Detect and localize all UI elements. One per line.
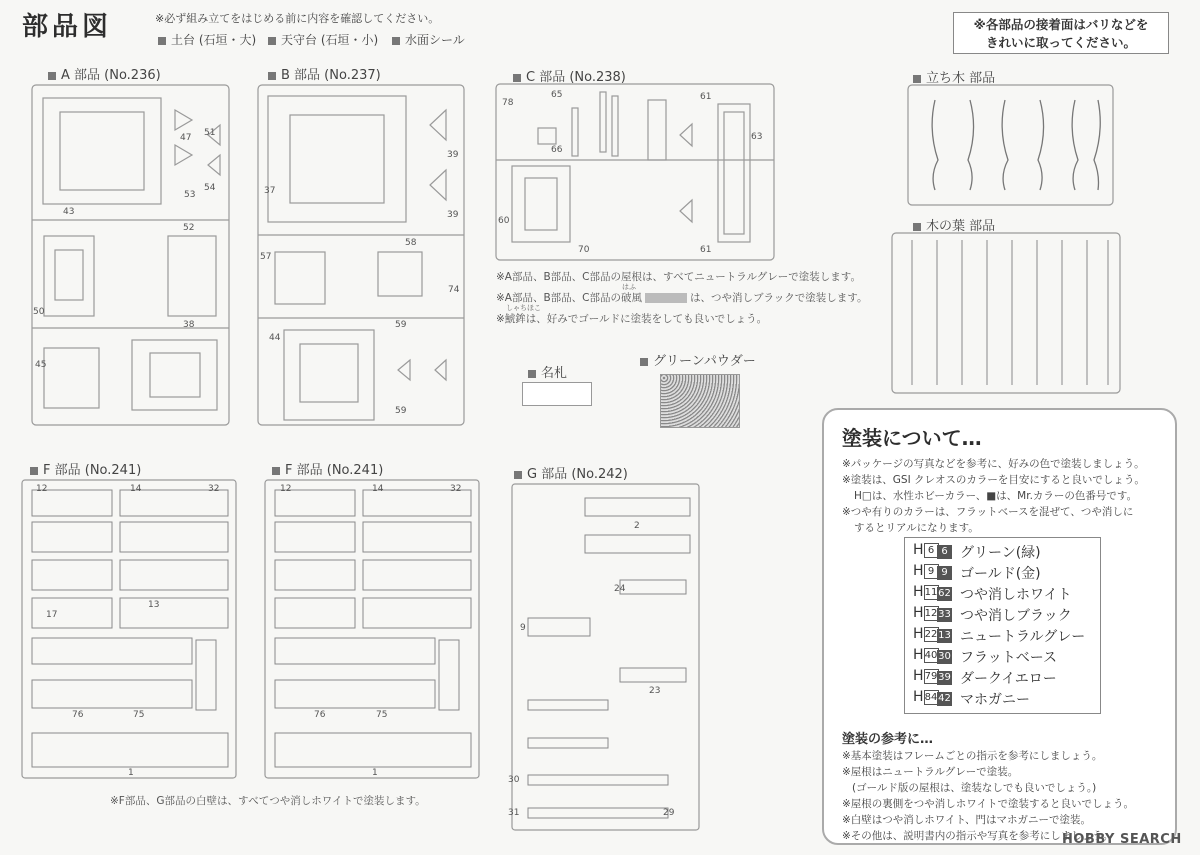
sprue-frame-g [512, 484, 699, 830]
paint-line-4: ※つや有りのカラーは、フラットベースを混ぜて、つや消しに [842, 506, 1134, 518]
part-a-45 [44, 348, 99, 408]
part-b-57 [275, 252, 325, 304]
part-a-52 [168, 236, 216, 316]
paint-ref-line-3: (ゴールド版の屋根は、塗装なしでも良いでしょう。) [852, 782, 1097, 794]
nameplate-part [522, 382, 592, 406]
cleanup-note-line1: ※各部品の接着面はバリなどを [973, 17, 1149, 32]
note-gable: ※A部品、B部品、C部品の破風 は、つや消しブラックで塗装します。 [496, 292, 868, 304]
legend-item-water-seal: 水面シール [392, 31, 465, 48]
paint-ref-line-1: ※基本塗装はフレームごとの指示を参考にしましょう。 [842, 750, 1103, 762]
part-b-58 [378, 252, 422, 296]
gable-color-swatch [645, 293, 687, 303]
paint-ref-line-6: ※その他は、説明書内の指示や写真を参考にしましょう。 [842, 830, 1114, 842]
paint-ref-line-5: ※白壁はつや消しホワイト、門はマホガニーで塗装。 [842, 814, 1092, 826]
paint-guide-panel [822, 408, 1177, 845]
powder-label: グリーンパウダー [640, 350, 756, 369]
paint-guide-title: 塗装について… [842, 426, 982, 450]
part-c-63 [718, 104, 750, 242]
paint-ref-title: 塗装の参考に… [842, 732, 934, 747]
part-a-38 [132, 340, 217, 410]
note-white-wall: ※F部品、G部品の白壁は、すべてつや消しホワイトで塗装します。 [110, 795, 426, 807]
color-table: H 6 6 グリーン(緑) H 9 9 ゴールド(金) H11 62 つや消しホワイト H12 33 つや消しブラック H22 13 ニュートラルグレー H40 30 フラットベース H79 39 ダークイエロー H84 42 マホガニー [904, 537, 1101, 714]
note-roof: ※A部品、B部品、C部品の屋根は、すべてニュートラルグレーで塗装します。 [496, 271, 861, 283]
note-gable-ruby: はふ [622, 283, 636, 291]
page-title: 部品図 [22, 12, 113, 42]
watermark-logo: HOBBY SEARCH [1062, 832, 1182, 847]
part-c-60 [512, 166, 570, 242]
frame-a-label: A 部品 (No.236) [48, 64, 161, 83]
paint-line-5: するとリアルになります。 [854, 522, 979, 534]
part-a-43 [43, 98, 161, 204]
nameplate-label: 名札 [528, 362, 567, 381]
paint-line-3: H□は、水性ホビーカラー、■は、Mr.カラーの色番号です。 [854, 490, 1138, 502]
sprue-frame-tree [908, 85, 1113, 205]
frame-tree-label: 立ち木 部品 [913, 67, 995, 86]
frame-leaf-label: 木の葉 部品 [913, 215, 995, 234]
part-a-50 [44, 236, 94, 316]
paint-ref-line-4: ※屋根の裏側をつや消しホワイトで塗装すると良いでしょう。 [842, 798, 1134, 810]
frame-f1-label: F 部品 (No.241) [30, 459, 141, 478]
warning-note: ※必ず組み立てをはじめる前に内容を確認してください。 [155, 12, 440, 25]
part-c-66 [538, 128, 556, 144]
paint-ref-line-2: ※屋根はニュートラルグレーで塗装。 [842, 766, 1019, 778]
note-shachihoko-ruby: しゃちほこ [506, 304, 541, 312]
paint-line-1: ※パッケージの写真などを参考に、好みの色で塗装しましょう。 [842, 458, 1145, 470]
paint-line-2: ※塗装は、GSI クレオスのカラーを目安にすると良いでしょう。 [842, 474, 1145, 486]
sprue-frame-b [258, 85, 464, 425]
frame-g-label: G 部品 (No.242) [514, 463, 628, 482]
sprue-frame-leaf [892, 233, 1120, 393]
green-powder-swatch [660, 374, 740, 428]
legend-item-tenshudai: 天守台 (石垣・小) [268, 31, 378, 48]
frame-f2-label: F 部品 (No.241) [272, 459, 383, 478]
cleanup-note-line2: きれいに取ってください。 [985, 35, 1136, 50]
legend-item-foundation: 土台 (石垣・大) [158, 31, 256, 48]
note-shachihoko: ※鯱鉾は、好みでゴールドに塗装をしても良いでしょう。 [496, 313, 768, 325]
frame-b-label: B 部品 (No.237) [268, 64, 381, 83]
frame-c-label: C 部品 (No.238) [513, 66, 626, 85]
